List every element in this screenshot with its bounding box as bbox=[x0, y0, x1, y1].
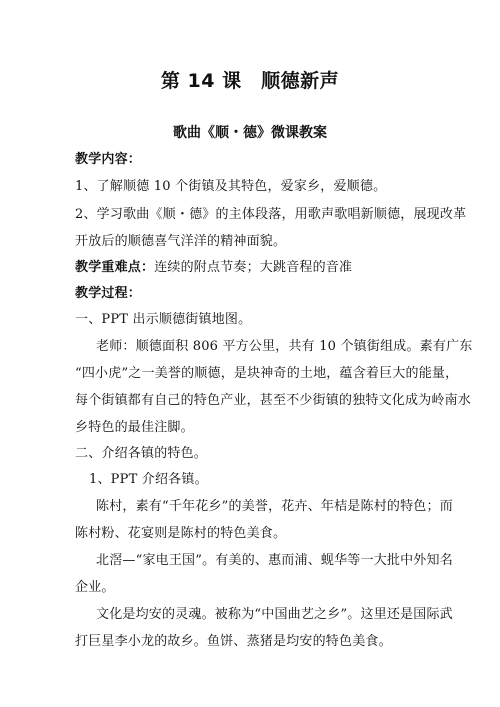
beijiao-paragraph-line-2: 企业。 bbox=[75, 580, 115, 595]
key-points-text: 连续的附点节奏；大跳音程的音准 bbox=[154, 260, 353, 275]
junan-paragraph-line-1: 文化是均安的灵魂。被称为“中国曲艺之乡”。这里还是国际武 bbox=[96, 607, 453, 622]
chencun-paragraph-line-1: 陈村，素有“千年花乡”的美誉，花卉、年桔是陈村的特色；而 bbox=[96, 499, 453, 514]
key-points-line bbox=[75, 259, 352, 277]
heading-teaching-content: 教学内容： bbox=[75, 152, 142, 167]
process-step-1: 一、PPT 出示顺德街镇地图。 bbox=[75, 312, 252, 327]
junan-paragraph-line-2: 打巨星李小龙的故乡。鱼饼、蒸猪是均安的特色美食。 bbox=[75, 634, 392, 649]
teacher-paragraph-line-1: 老师：顺德面积 806 平方公里，共有 10 个镇街组成。素有广东 bbox=[96, 339, 473, 354]
content-item-1: 1、了解顺德 10 个街镇及其特色，爱家乡，爱顺德。 bbox=[75, 179, 387, 194]
teacher-paragraph-line-2: “四小虎”之一美誉的顺德，是块神奇的土地，蕴含着巨大的能量， bbox=[75, 366, 459, 381]
process-step-2: 二、介绍各镇的特色。 bbox=[75, 446, 208, 461]
process-step-2-1: 1、PPT 介绍各镇。 bbox=[89, 472, 208, 487]
key-points-label: 教学重难点： bbox=[75, 260, 155, 275]
teacher-paragraph-line-3: 每个街镇都有自己的特色产业，甚至不少街镇的独特文化成为岭南水 bbox=[75, 393, 472, 408]
content-item-2-line-1: 2、学习歌曲《顺・德》的主体段落，用歌声歌唱新顺德，展现改革 bbox=[75, 207, 467, 222]
lesson-title: 第 14 课 顺德新声 bbox=[160, 70, 340, 92]
lesson-subtitle: 歌曲《顺・德》微课教案 bbox=[173, 125, 327, 141]
heading-teaching-process: 教学过程： bbox=[75, 286, 142, 301]
teacher-paragraph-line-4: 乡特色的最佳注脚。 bbox=[75, 420, 194, 435]
content-item-2-line-2: 开放后的顺德喜气洋洋的精神面貌。 bbox=[75, 234, 287, 249]
beijiao-paragraph-line-1: 北滘—“家电王国”。有美的、惠而浦、蚬华等一大批中外知名 bbox=[96, 553, 453, 568]
chencun-paragraph-line-2: 陈村粉、花宴则是陈村的特色美食。 bbox=[75, 526, 287, 541]
